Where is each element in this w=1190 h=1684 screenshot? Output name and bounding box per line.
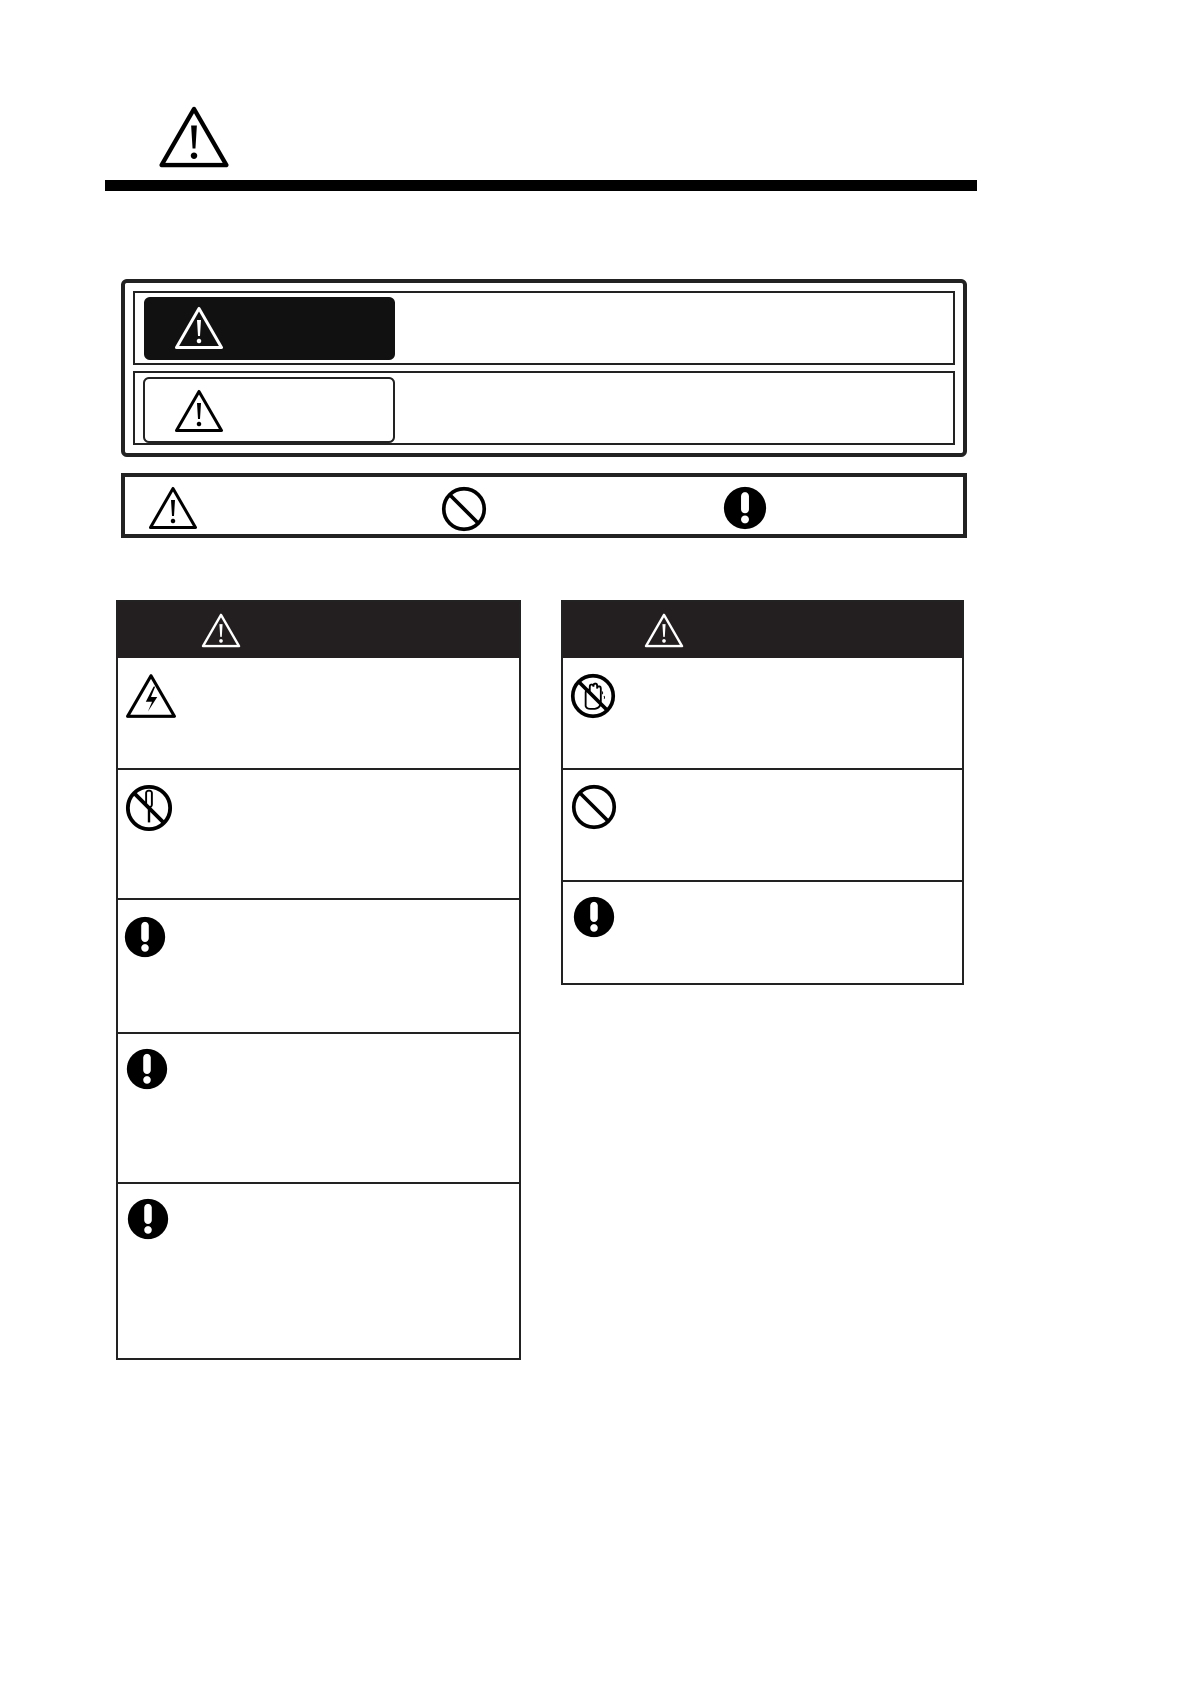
left-warning-panel: [116, 600, 521, 1360]
panel-header: [118, 602, 519, 658]
danger-signal-panel: [144, 297, 395, 360]
list-item: [118, 768, 519, 898]
prohibition-icon: [441, 486, 487, 532]
caution-signal-panel: [143, 377, 395, 443]
mandatory-action-icon: [573, 896, 615, 938]
list-item: [563, 768, 962, 880]
mandatory-action-icon: [126, 1048, 168, 1090]
warning-triangle-icon: [174, 388, 224, 434]
right-warning-panel: [561, 600, 964, 985]
warning-triangle-icon: [174, 305, 224, 351]
title-rule: [105, 180, 977, 191]
mandatory-action-icon: [124, 916, 166, 958]
list-item: [118, 898, 519, 1032]
electric-shock-icon: [125, 672, 177, 720]
mandatory-action-icon: [127, 1198, 169, 1240]
page-title-warning-icon: [158, 104, 230, 170]
warning-triangle-icon: [644, 612, 684, 649]
list-item: [563, 658, 962, 768]
warning-triangle-icon: [148, 486, 198, 530]
no-wet-hands-icon: [570, 673, 616, 719]
warning-triangle-icon: [201, 612, 241, 649]
list-item: [118, 658, 519, 768]
no-disassembly-icon: [125, 784, 173, 832]
symbol-legend: [121, 473, 967, 538]
prohibition-icon: [571, 784, 617, 830]
panel-header: [563, 602, 962, 658]
list-item: [118, 1182, 519, 1358]
list-item: [118, 1032, 519, 1182]
mandatory-action-icon: [723, 486, 767, 530]
list-item: [563, 880, 962, 983]
